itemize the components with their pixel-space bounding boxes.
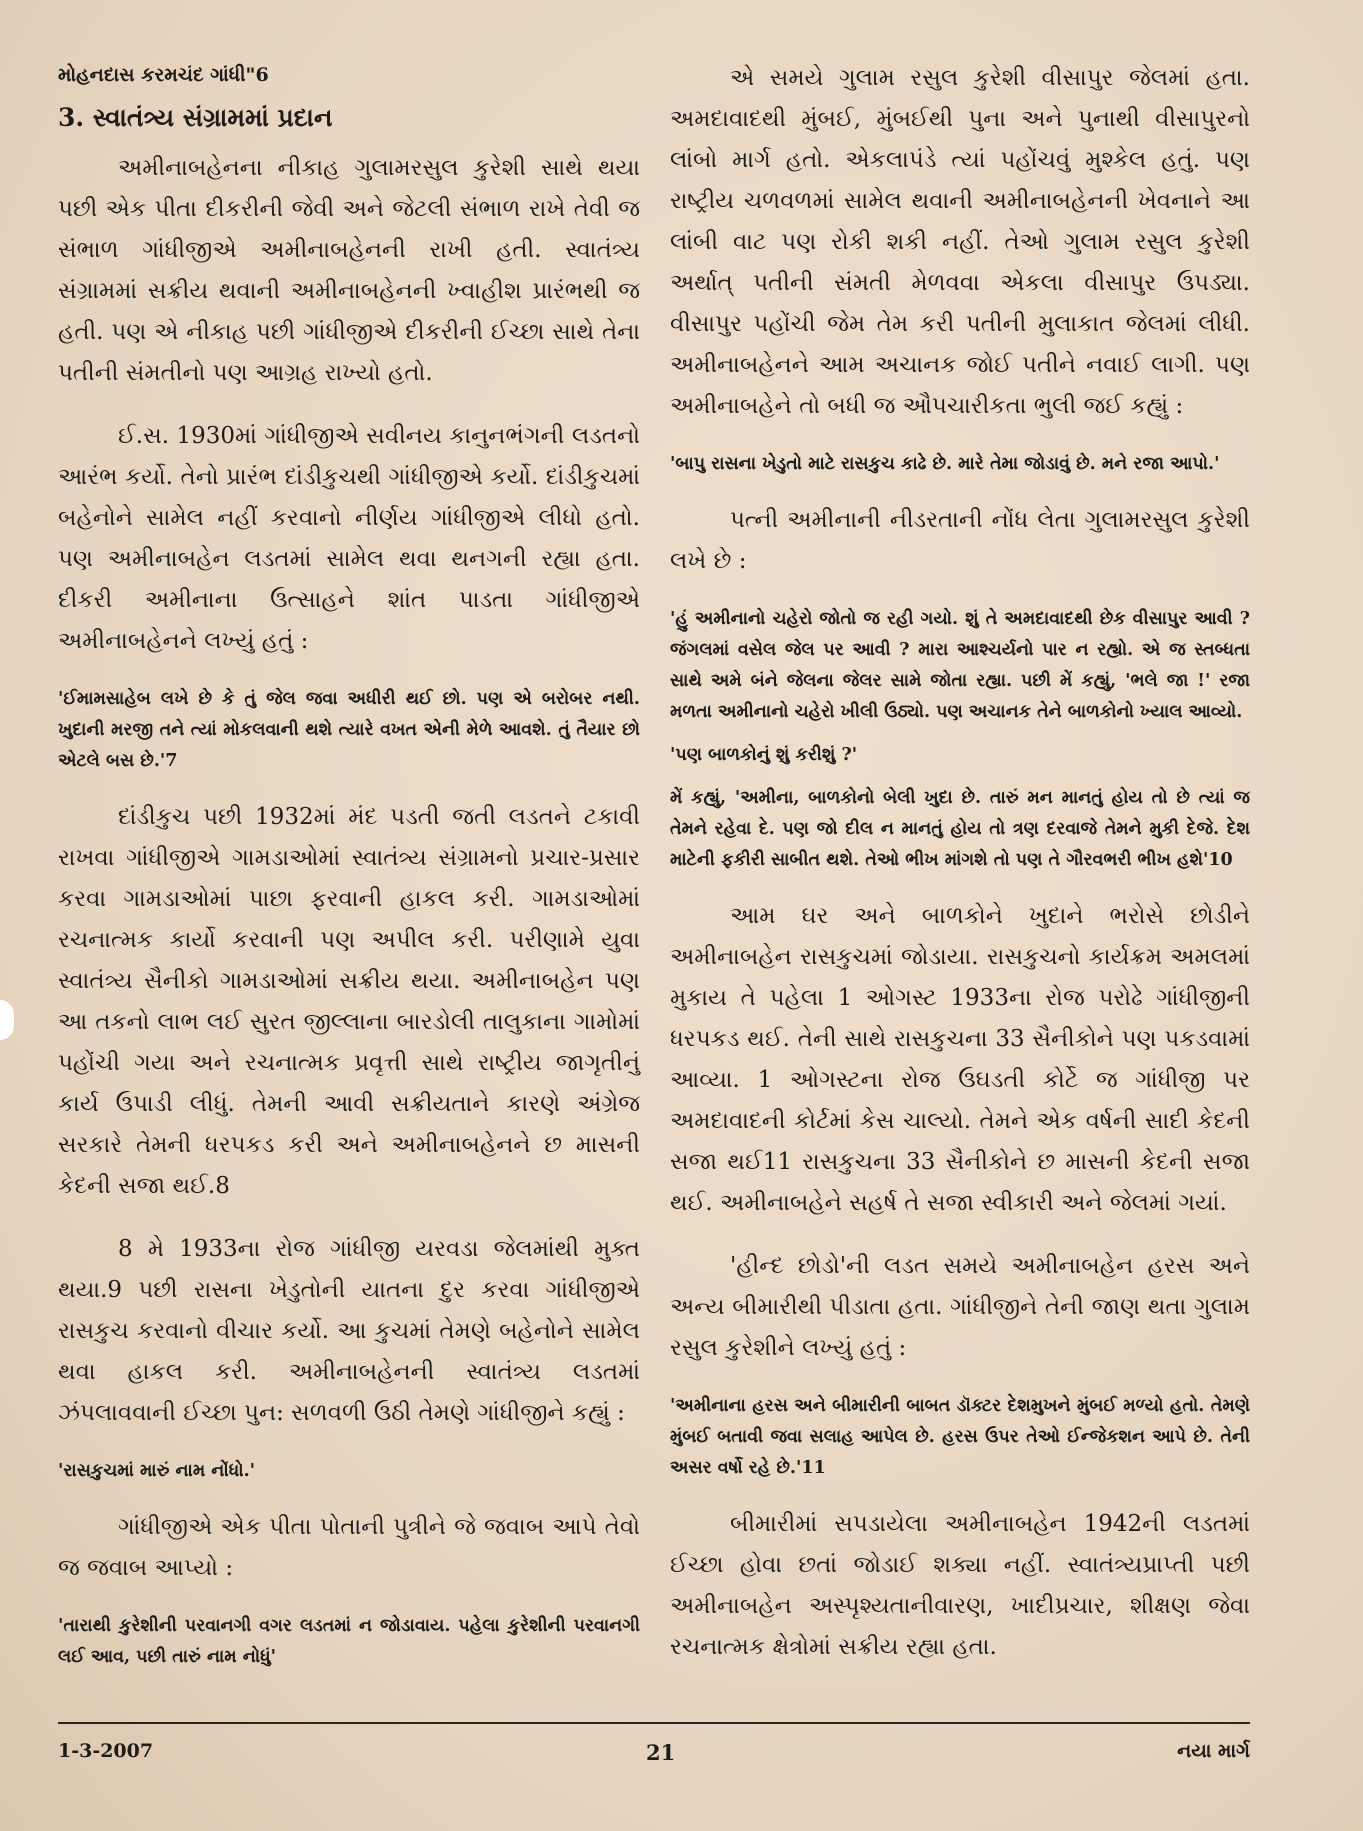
quote: 'તારાથી કુરેશીની પરવાનગી વગર લડતમાં ન જોડાવાય. પહેલા કુરેશીની પરવાનગી લઈ આવ, પછી તારું નામ નોધું': [58, 1616, 640, 1667]
quote: 'રાસકુચમાં મારું નામ નોંધો.': [58, 1461, 256, 1481]
paragraph: પત્ની અમીનાની નીડરતાની નોંધ લેતા ગુલામરસુલ કુરેશી લખે છે :: [670, 507, 1250, 574]
page-number: 21: [646, 1740, 676, 1765]
section-title: 3. સ્વાતંત્ર્ય સંગ્રામમાં પ્રદાન: [58, 103, 333, 132]
quote: 'હું અમીનાનો ચહેરો જોતો જ રહી ગયો. શું તે અમદાવાદથી છેક વીસાપુર આવી ? જંગલમાં વસેલ જેલ પર આવી ? મારા આશ્ચર્યનો પાર ન રહ્યો. એ જ સ્તબ્ધતા સાથે અમે બંને જેલના જેલર સામે જોતા રહ્યા. પછી મેં કહ્યું, 'ભલે જા !' રજા મળતા અમીનાનો ચહેરો ખીલી ઉઠ્યો. પણ અચાનક તેને બાળકોનો ખ્યાલ આવ્યો.: [670, 609, 1250, 722]
right-column: [670, 58, 1250, 1690]
quote: 'ઈમામસાહેબ લખે છે કે તું જેલ જવા અધીરી થઈ છો. પણ એ બરોબર નથી. ખુદાની મરજી તને ત્યાં મોકલવાની થશે ત્યારે વખત એની મેળે આવશે. તું તૈયાર છો એટલે બસ છે.'7: [58, 689, 640, 771]
footer-divider: [58, 1722, 1250, 1724]
page-footer: [58, 1740, 1250, 1770]
paragraph: અમીનાબહેનના નીકાહ ગુલામરસુલ કુરેશી સાથે થયા પછી એક પીતા દીકરીની જેવી અને જેટલી સંભાળ રાખે તેવી જ સંભાળ ગાંધીજીએ અમીનાબહેનની રાખી હતી. સ્વાતંત્ર્ય સંગ્રામમાં સક્રીય થવાની અમીનાબહેનની ખ્વાહીશ પ્રારંભથી જ હતી. પણ એ નીકાહ પછી ગાંધીજીએ દીકરીની ઈચ્છા સાથે તેના પતીની સંમતીનો પણ આગ્રહ રાખ્યો હતો.: [58, 155, 640, 386]
left-column: [58, 58, 640, 1693]
quote: 'અમીનાના હરસ અને બીમારીની બાબત ડૉક્ટર દેશમુખને મુંબઈ મળ્યો હતો. તેમણે મુંબઈ બતાવી જવા સલાહ આપેલ છે. હરસ ઉપર તેઓ ઈન્જેકશન આપે છે. તેની અસર વર્ષો રહે છે.'11: [670, 1396, 1250, 1478]
binding-hole: [0, 1000, 14, 1040]
quote: 'પણ બાળકોનું શું કરીશું ?': [670, 745, 858, 765]
publication-name: નયા માર્ગ: [1177, 1740, 1250, 1762]
paragraph: 'હીન્દ છોડો'ની લડત સમયે અમીનાબહેન હરસ અને અન્ય બીમારીથી પીડાતા હતા. ગાંધીજીને તેની જાણ થતા ગુલામ રસુલ કુરેશીને લખ્યું હતું :: [670, 1253, 1250, 1361]
issue-date: 1-3-2007: [58, 1740, 154, 1762]
quote: મેં કહ્યું, 'અમીના, બાળકોનો બેલી ખુદા છે. તારું મન માનતું હોય તો છે ત્યાં જ તેમને રહેવા દે. પણ જો દીલ ન માનતું હોય તો ત્રણ દરવાજે તેમને મુકી દેજે. દેશ માટેની ફકીરી સાબીત થશે. તેઓ ભીખ માંગશે તો પણ તે ગૌરવભરી ભીખ હશે'10: [670, 788, 1250, 870]
paragraph: એ સમયે ગુલામ રસુલ કુરેશી વીસાપુર જેલમાં હતા. અમદાવાદથી મુંબઈ, મુંબઈથી પુના અને પુનાથી વીસાપુરનો લાંબો માર્ગ હતો. એકલાપંડે ત્યાં પહોંચવું મુશ્કેલ હતું. પણ રાષ્ટ્રીય ચળવળમાં સામેલ થવાની અમીનાબહેનની ખેવનાને આ લાંબી વાટ પણ રોકી શકી નહીં. તેઓ ગુલામ રસુલ કુરેશી અર્થાત્ પતીની સંમતી મેળવવા એકલા વીસાપુર ઉપડ્યા. વીસાપુર પહોંચી જેમ તેમ કરી પતીની મુલાકાત જેલમાં લીધી. અમીનાબહેનને આમ અચાનક જોઈ પતીને નવાઈ લાગી. પણ અમીનાબહેને તો બધી જ ઔપચારીકતા ભુલી જઈ કહ્યું :: [670, 65, 1250, 419]
paragraph: આમ ઘર અને બાળકોને ખુદાને ભરોસે છોડીને અમીનાબહેન રાસકુચમાં જોડાયા. રાસકુચનો કાર્યક્રમ અમલમાં મુકાય તે પહેલા 1 ઓગસ્ટ 1933ના રોજ પરોઢે ગાંધીજીની ધરપકડ થઈ. તેની સાથે રાસકુચના 33 સૈનીકોને પણ પકડવામાં આવ્યા. 1 ઓગસ્ટના રોજ ઉઘડતી કોર્ટે જ ગાંધીજી પર અમદાવાદની કોર્ટમાં કેસ ચાલ્યો. તેમને એક વર્ષની સાદી કેદની સજા થઈ11 રાસકુચના 33 સૈનીકોને છ માસની કેદની સજા થઈ. અમીનાબહેને સહર્ષ તે સજા સ્વીકારી અને જેલમાં ગયાં.: [670, 903, 1250, 1216]
paragraph: બીમારીમાં સપડાયેલા અમીનાબહેન 1942ની લડતમાં ઈચ્છા હોવા છતાં જોડાઈ શક્યા નહીં. સ્વાતંત્ર્યપ્રાપ્તી પછી અમીનાબહેન અસ્પૃશ્યતાનીવારણ, ખાદીપ્રચાર, શીક્ષણ જેવા રચનાત્મક ક્ષેત્રોમાં સક્રીય રહ્યા હતા.: [670, 1511, 1250, 1660]
running-header: મોહનદાસ કરમચંદ ગાંધી"6: [58, 64, 269, 86]
quote: 'બાપુ રાસના ખેડુતો માટે રાસકુચ કાઢે છે. મારે તેમા જોડાવું છે. મને રજા આપો.': [670, 454, 1220, 474]
paragraph: ઈ.સ. 1930માં ગાંધીજીએ સવીનય કાનુનભંગની લડતનો આરંભ કર્યો. તેનો પ્રારંભ દાંડીકુચથી ગાંધીજીએ કર્યો. દાંડીકુચમાં બહેનોને સામેલ નહીં કરવાનો નીર્ણય ગાંધીજીએ લીધો હતો. પણ અમીનાબહેન લડતમાં સામેલ થવા થનગની રહ્યા હતા. દીકરી અમીનાના ઉત્સાહને શાંત પાડતા ગાંધીજીએ અમીનાબહેનને લખ્યું હતું :: [58, 423, 640, 654]
paragraph: ગાંધીજીએ એક પીતા પોતાની પુત્રીને જે જવાબ આપે તેવો જ જવાબ આપ્યો :: [58, 1514, 640, 1581]
paragraph: દાંડીકુચ પછી 1932માં મંદ પડતી જતી લડતને ટકાવી રાખવા ગાંધીજીએ ગામડાઓમાં સ્વાતંત્ર્ય સંગ્રામનો પ્રચાર-પ્રસાર કરવા ગામડાઓમાં પાછા ફરવાની હાકલ કરી. ગામડાઓમાં રચનાત્મક કાર્યો કરવાની પણ અપીલ કરી. પરીણામે યુવા સ્વાતંત્ર્ય સૈનીકો ગામડાઓમાં સક્રીય થયા. અમીનાબહેન પણ આ તકનો લાભ લઈ સુરત જીલ્લાના બારડોલી તાલુકાના ગામોમાં પહોંચી ગયા અને રચનાત્મક પ્રવૃત્તી સાથે રાષ્ટ્રીય જાગૃતીનું કાર્ય ઉપાડી લીધું. તેમની આવી સક્રીયતાને કારણે અંગ્રેજ સરકારે તેમની ધરપકડ કરી અને અમીનાબહેનને છ માસની કેદની સજા થઈ.8: [58, 804, 640, 1199]
paragraph: 8 મે 1933ના રોજ ગાંધીજી યરવડા જેલમાંથી મુક્ત થયા.9 પછી રાસના ખેડુતોની યાતના દુર કરવા ગાંધીજીએ રાસકુચ કરવાનો વીચાર કર્યો. આ કુચમાં તેમણે બહેનોને સામેલ થવા હાકલ કરી. અમીનાબહેનની સ્વાતંત્ર્ય લડતમાં ઝંપલાવવાની ઈચ્છા પુન: સળવળી ઉઠી તેમણે ગાંધીજીને કહ્યું :: [58, 1236, 640, 1426]
